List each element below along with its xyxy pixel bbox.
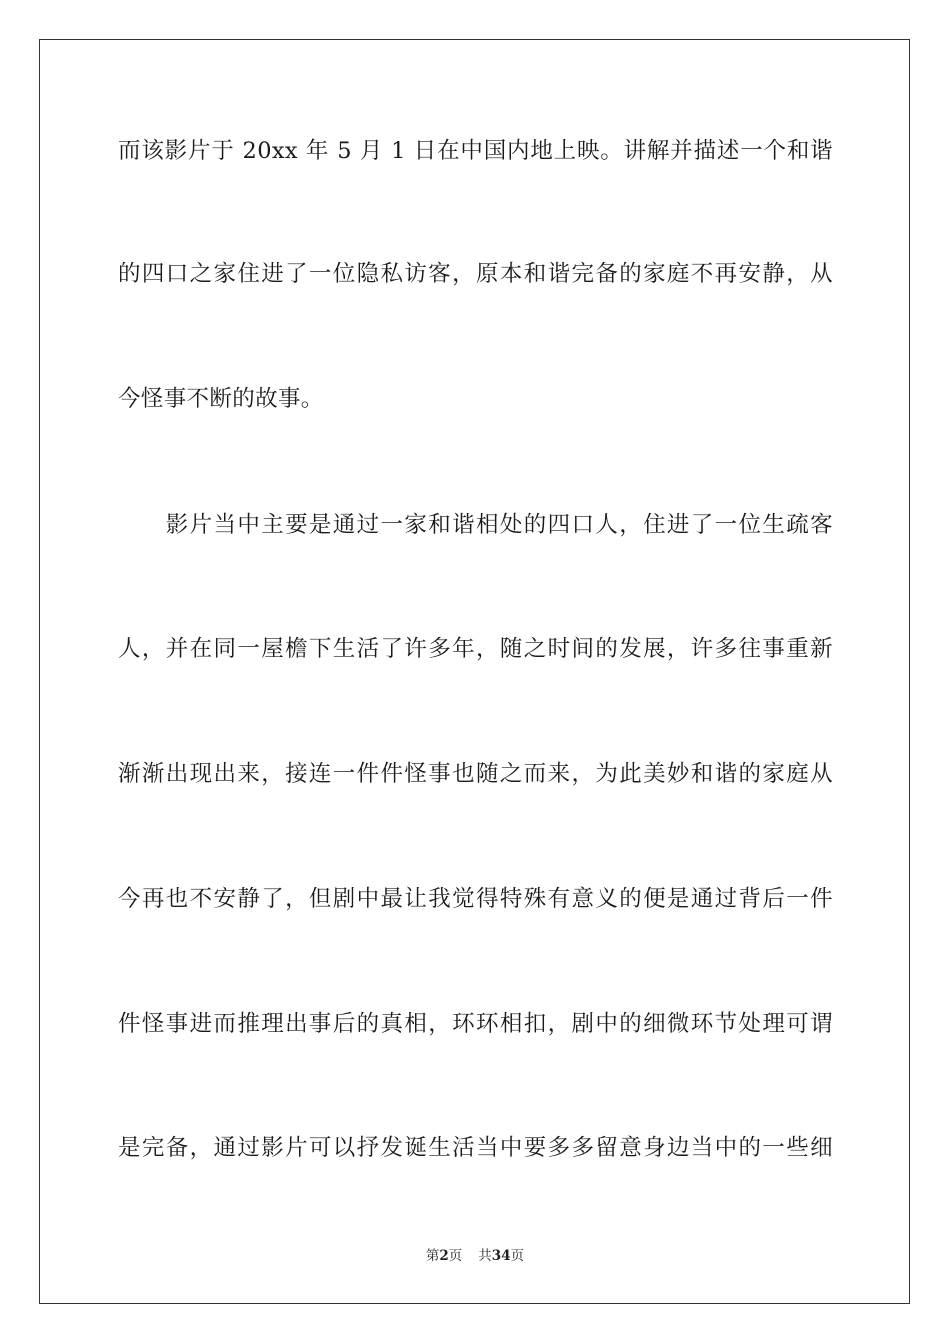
page-prefix: 第	[425, 1248, 440, 1264]
text-line: 件怪事进而推理出事后的真相，环环相扣，剧中的细微环节处理可谓	[118, 1011, 833, 1037]
page-border	[39, 39, 910, 1304]
text-line: 的四口之家住进了一位隐私访客，原本和谐完备的家庭不再安静，从	[118, 261, 833, 287]
text-line: 人，并在同一屋檐下生活了许多年，随之时间的发展，许多往事重新	[118, 636, 833, 662]
page-suffix: 页	[448, 1248, 463, 1264]
total-pages: 34	[491, 1248, 511, 1264]
text-line: 渐渐出现出来，接连一件件怪事也随之而来，为此美妙和谐的家庭从	[118, 761, 833, 787]
page-footer	[0, 1246, 950, 1266]
total-suffix: 页	[510, 1248, 525, 1264]
page-number: 2	[439, 1248, 449, 1264]
text-line: 今再也不安静了，但剧中最让我觉得特殊有意义的便是通过背后一件	[118, 886, 833, 912]
text-line: 影片当中主要是通过一家和谐相处的四口人，住进了一位生疏客	[118, 512, 833, 538]
text-line: 是完备，通过影片可以抒发诞生活当中要多多留意身边当中的一些细	[118, 1135, 833, 1161]
text-line: 今怪事不断的故事。	[118, 386, 324, 412]
text-line: 而该影片于 20xx 年 5 月 1 日在中国内地上映。讲解并描述一个和谐	[118, 138, 833, 164]
total-prefix: 共	[478, 1248, 492, 1264]
